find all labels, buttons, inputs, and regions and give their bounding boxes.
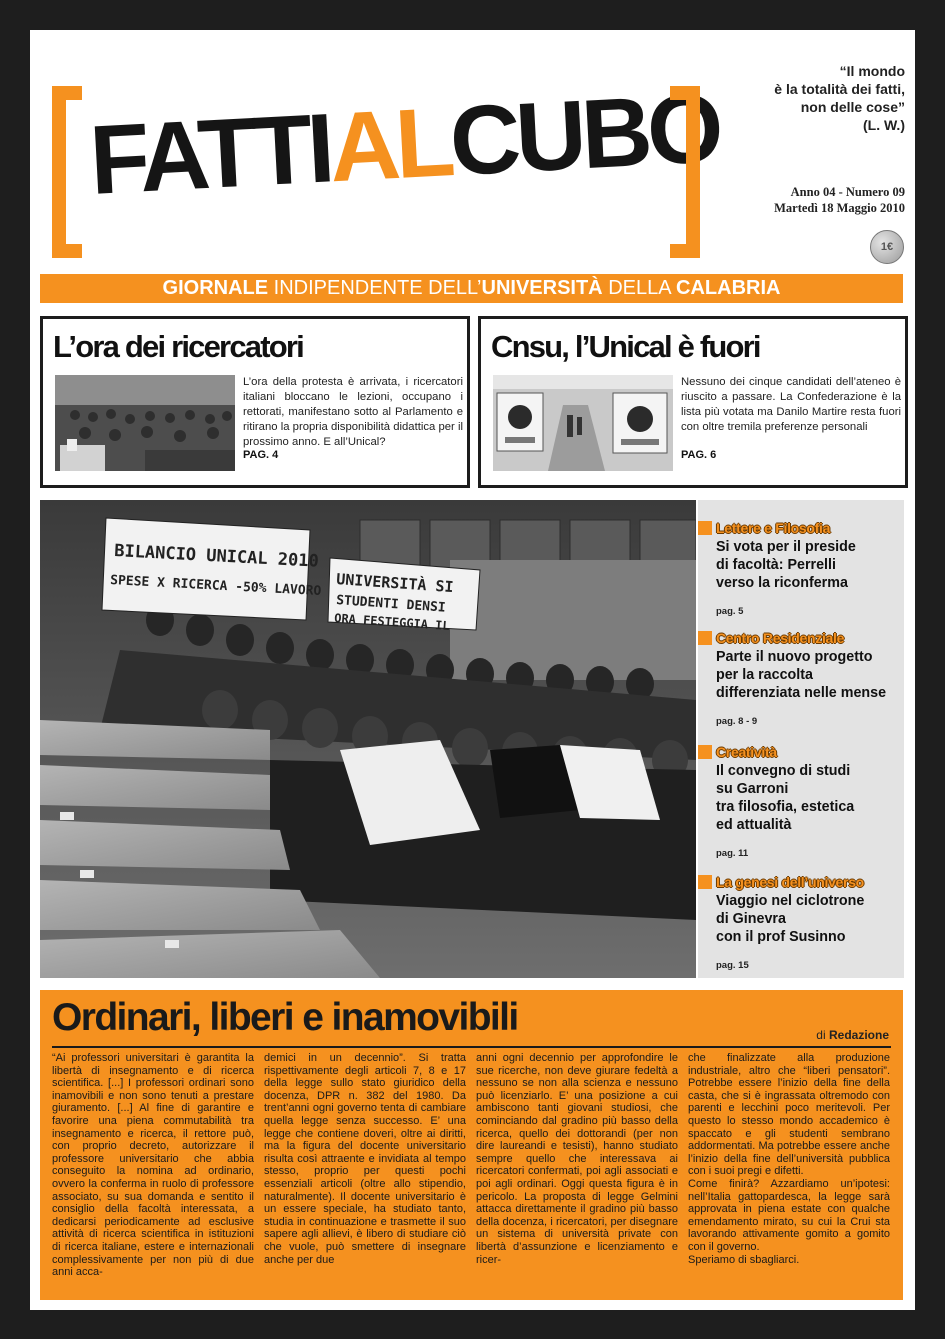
quote-line: non delle cose”: [800, 99, 905, 115]
orange-square-icon: [698, 745, 712, 759]
banner-text: STUDENTI DENSI: [335, 593, 447, 616]
orange-square-icon: [698, 521, 712, 535]
logo-part-al: AL: [326, 86, 453, 203]
headline-line: tra filosofia, estetica: [716, 799, 855, 815]
sidebar-headline: [716, 762, 902, 834]
byline-prefix: di: [816, 1028, 826, 1042]
tagline-word: UNIVERSITÀ: [481, 277, 603, 299]
title-rule: [52, 1046, 891, 1048]
sidebar-headline: [716, 538, 902, 592]
article-column-3: [476, 1052, 678, 1266]
byline: [816, 1028, 889, 1042]
sidebar-page-ref: pag. 8 - 9: [716, 716, 758, 727]
newspaper-page: [30, 30, 915, 1310]
banner-text: SPESE X RICERCA -50% LAVORO: [109, 573, 322, 600]
teaser-page-ref[interactable]: PAG. 4: [243, 449, 279, 461]
logo-part-cubo: CUBO: [447, 72, 722, 197]
headline-line: Il convegno di studi: [716, 763, 851, 779]
sidebar-headline: [716, 648, 902, 702]
sidebar-category: Lettere e Filosofia: [716, 520, 831, 536]
headline-line: su Garroni: [716, 781, 789, 797]
headline-line: con il prof Susinno: [716, 929, 846, 945]
issue-info: [715, 184, 905, 216]
coin-label: 1€: [880, 241, 894, 253]
headline-line: di Ginevra: [716, 911, 786, 927]
tagline-word: DELLA: [608, 277, 671, 299]
issue-date: Martedì 18 Maggio 2010: [774, 201, 905, 215]
quote-line: “Il mondo: [839, 63, 905, 79]
headline-line: differenziata nelle mense: [716, 685, 887, 701]
sidebar-index: [698, 500, 904, 978]
quote-attribution: (L. W.): [863, 117, 905, 133]
article-column-4: [688, 1052, 890, 1266]
headline-line: ed attualità: [716, 817, 792, 833]
article-paragraph: “Ai professori universitari è garantita la libertà di insegnamento e di ricerca scientifica. [...] I professori ordinari sono inamovibili e non sono tenuti a prestare giuramento. [...] Al fine di garantire e favorire una piena commutabilità tra insegnamento e ricerca, il rettore può, con proprio decreto, autorizzare il professore universitario che abbia conseguito la nomina ad ordinario, ovvero la conferma in ruolo di professore associato, su sua domanda e sentito il consiglio della facoltà interessata, a dedicarsi periodicamente ad esclusive attività di ricerca scientifica in istituzioni di ricerca italiane, estere e internazionali complessivamente per non più di due anni acca-: [52, 1052, 254, 1279]
tagline-word: GIORNALE: [162, 277, 269, 299]
main-photo-auditorium: [40, 500, 696, 978]
teaser-box-cnsu[interactable]: [478, 316, 908, 488]
logo-bracket-right: [670, 86, 700, 258]
election-posters-photo: [493, 375, 673, 471]
tagline-word: INDIPENDENTE DELL’: [273, 277, 482, 299]
headline-line: Si vota per il preside: [716, 539, 856, 555]
tagline-band: [40, 274, 903, 303]
sidebar-headline: [716, 892, 902, 946]
newspaper-logo[interactable]: [87, 70, 722, 220]
article-column-1: [52, 1052, 254, 1279]
teaser-title[interactable]: Cnsu, l’Unical è fuori: [491, 329, 760, 364]
sidebar-page-ref: pag. 15: [716, 960, 749, 971]
headline-line: verso la riconferma: [716, 575, 848, 591]
banner-text: BILANCIO UNICAL 2010: [113, 541, 320, 572]
article-paragraph: che finalizzate alla produzione industriale, altro che “liberi pensatori”. Potrebbe essere l’inizio della fine della casta, che si è ingrassata oltremodo con parenti e lecchini poco meritevoli. Per questo lo stesso mondo accademico è spaccato e gli studenti sembrano addormentati. Ma potrebbe essere anche l’inizio della fine dell’università pubblica con i suoi pregi e difetti.: [688, 1052, 890, 1178]
sidebar-category: La genesi dell’universo: [716, 874, 864, 890]
issue-number: Anno 04 - Numero 09: [790, 185, 905, 199]
sidebar-category: Centro Residenziale: [716, 630, 845, 646]
masthead-quote: [715, 62, 905, 134]
article-paragraph: Speriamo di sbagliarci.: [688, 1253, 800, 1266]
lead-article: [40, 990, 903, 1300]
teaser-title[interactable]: L’ora dei ricercatori: [53, 329, 303, 364]
orange-square-icon: [698, 631, 712, 645]
banner-text: ORA FESTEGGIA IL: [333, 611, 451, 634]
article-column-2: [264, 1052, 466, 1266]
quote-line: è la totalità dei fatti,: [774, 81, 905, 97]
lead-title[interactable]: Ordinari, liberi e inamovibili: [52, 996, 518, 1039]
byline-author: Redazione: [828, 1028, 889, 1042]
article-paragraph: Come finirà? Azzardiamo un’ipotesi: nell’Italia gattopardesca, la legge sarà approvata in piena estate con qualche emendamento mirato, su cui la Crui sta lavorando attivamente gomito a gomito con il governo.: [688, 1177, 890, 1253]
price-coin-icon: [870, 230, 904, 264]
headline-line: per la raccolta: [716, 667, 813, 683]
logo-bracket-left: [52, 86, 82, 258]
sidebar-page-ref: pag. 5: [716, 606, 744, 617]
lecture-hall-photo: [55, 375, 235, 471]
teaser-box-ricercatori[interactable]: [40, 316, 470, 488]
sidebar-category: Creatività: [716, 744, 777, 760]
logo-part-fatti: FATTI: [87, 92, 333, 215]
teaser-text: Nessuno dei cinque candidati dell’ateneo è riuscito a passare. La Confederazione è la lista più votata ma Danilo Martire resta fuori con oltre tremila preferenze personali: [681, 376, 901, 433]
article-paragraph: demici in un decennio”. Si tratta rispettivamente degli articoli 7, 8 e 17 della legge sullo stato giuridico della docenza, DPR n. 382 del 1980. Da trent’anni ogni governo tenta di cambiare quella legge senza successo. E’ una legge che contiene doveri, oltre ai diritti, ma la figura del docente universitario risulta così attraente e invidiata al tempo stesso, proprio per questi pochi essenziali articoli (oltre allo stipendio, naturalmente). Il docente universitario è un essere speciale, ha studiato tanto, studia in continuazione e trasmette il suo sapere agli allievi, è libero di studiare ciò che vuole, può smettere di insegnare anche per due: [264, 1052, 466, 1266]
banner-text: UNIVERSITÀ SI: [335, 570, 455, 597]
teaser-text: L’ora della protesta è arrivata, i ricercatori italiani bloccano le lezioni, occupano i rettorati, manifestano sotto al Parlamento e ritirano la propria disponibilità didattica per il prossimo anno. E all’Unical?: [243, 376, 463, 448]
orange-square-icon: [698, 875, 712, 889]
teaser-page-ref[interactable]: PAG. 6: [681, 449, 717, 461]
article-paragraph: anni ogni decennio per approfondire le sue ricerche, non deve giurare fedeltà a nessuno se non alla scienza e nessuno può licenziarlo. E’ una posizione a cui ambiscono tanti giovani studiosi, che cominciando dal gradino più basso della ricerca, quello dei dottorandi (per non dire laureandi e tesisti), hanno studiato sempre quello che interessava ai ricercatori confermati, poi agli associati e poi agli ordinari. Oggi questa figura è in pericolo. La proposta di legge Gelmini attacca direttamente il gradino più basso della docenza, i ricercatori, per disegnare un sistema di università private con libertà d’assunzione e licenziamento e ricer-: [476, 1052, 678, 1266]
headline-line: di facoltà: Perrelli: [716, 557, 836, 573]
tagline-word: CALABRIA: [676, 277, 781, 299]
sidebar-page-ref: pag. 11: [716, 848, 749, 859]
headline-line: Parte il nuovo progetto: [716, 649, 873, 665]
headline-line: Viaggio nel ciclotrone: [716, 893, 865, 909]
